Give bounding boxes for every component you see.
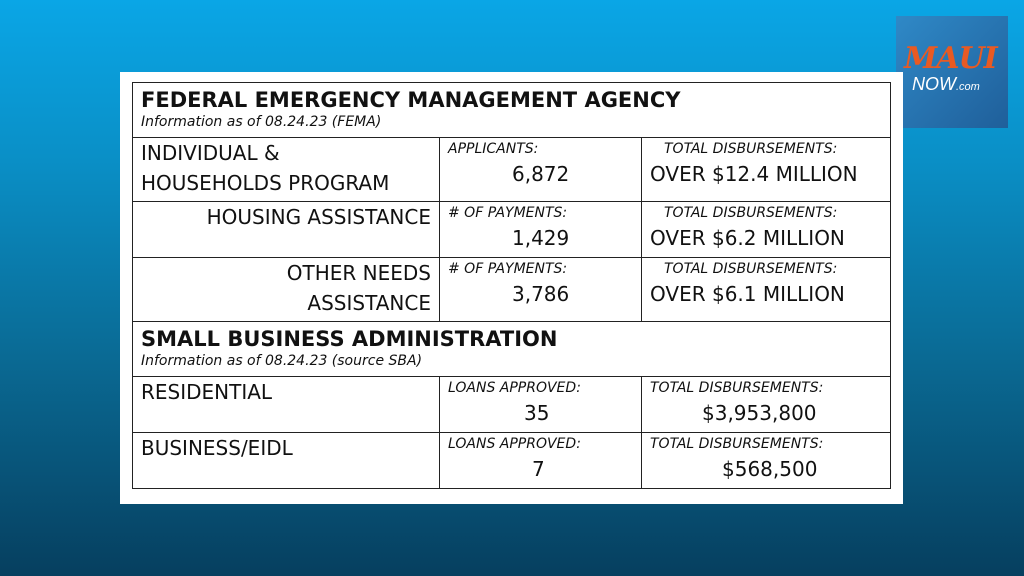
count-value: 35 — [524, 401, 550, 425]
count-cell — [440, 377, 642, 433]
count-label: APPLICANTS: — [448, 141, 539, 157]
count-value: 3,786 — [512, 282, 570, 306]
disbursement-label: TOTAL DISBURSEMENTS: — [650, 436, 824, 452]
program-name-line: BUSINESS/EIDL — [141, 436, 293, 460]
program-cell — [133, 202, 440, 258]
fema-header — [133, 83, 891, 138]
disbursement-cell — [642, 202, 891, 258]
program-name-line: HOUSING ASSISTANCE — [206, 205, 431, 229]
fema-subtitle: Information as of 08.24.23 (FEMA) — [141, 114, 382, 130]
program-cell — [133, 377, 440, 433]
table-row — [133, 202, 891, 258]
disbursement-cell — [642, 138, 891, 202]
disbursement-value: $568,500 — [722, 457, 818, 481]
program-cell — [133, 258, 440, 322]
sba-header — [133, 322, 891, 377]
program-name-line: ASSISTANCE — [307, 291, 431, 315]
logo-now-text: NOW.com — [912, 74, 980, 94]
count-value: 1,429 — [512, 226, 570, 250]
disbursement-value: $3,953,800 — [702, 401, 817, 425]
program-cell — [133, 433, 440, 489]
disbursement-cell — [642, 258, 891, 322]
disbursement-label: TOTAL DISBURSEMENTS: — [664, 205, 838, 221]
disbursement-cell — [642, 377, 891, 433]
info-card — [120, 72, 903, 504]
logo-maui-text: MAUI — [904, 41, 997, 76]
sba-title: SMALL BUSINESS ADMINISTRATION — [141, 327, 558, 351]
program-name-line: OTHER NEEDS — [286, 261, 431, 285]
count-cell — [440, 138, 642, 202]
sba-header-row — [133, 322, 891, 377]
fema-title: FEDERAL EMERGENCY MANAGEMENT AGENCY — [141, 88, 681, 112]
disbursement-value: OVER $6.2 MILLION — [650, 226, 845, 250]
count-value: 7 — [532, 457, 545, 481]
count-label: # OF PAYMENTS: — [448, 205, 568, 221]
disbursement-label: TOTAL DISBURSEMENTS: — [650, 380, 824, 396]
program-name-line: INDIVIDUAL & — [141, 141, 280, 165]
program-name-line: HOUSEHOLDS PROGRAM — [141, 171, 390, 195]
count-label: LOANS APPROVED: — [448, 380, 581, 396]
disbursement-cell — [642, 433, 891, 489]
table-row — [133, 377, 891, 433]
maui-now-logo — [896, 16, 1008, 128]
disbursement-value: OVER $6.1 MILLION — [650, 282, 845, 306]
disbursement-value: OVER $12.4 MILLION — [650, 162, 858, 186]
table-row — [133, 433, 891, 489]
program-name-line: RESIDENTIAL — [141, 380, 273, 404]
count-label: # OF PAYMENTS: — [448, 261, 568, 277]
disbursement-label: TOTAL DISBURSEMENTS: — [664, 141, 838, 157]
disbursement-label: TOTAL DISBURSEMENTS: — [664, 261, 838, 277]
fema-header-row — [133, 83, 891, 138]
count-cell — [440, 202, 642, 258]
disbursement-table — [132, 82, 891, 489]
table-row — [133, 258, 891, 322]
count-cell — [440, 433, 642, 489]
count-label: LOANS APPROVED: — [448, 436, 581, 452]
sba-subtitle: Information as of 08.24.23 (source SBA) — [141, 353, 423, 369]
table-row — [133, 138, 891, 202]
program-cell — [133, 138, 440, 202]
count-cell — [440, 258, 642, 322]
count-value: 6,872 — [512, 162, 570, 186]
